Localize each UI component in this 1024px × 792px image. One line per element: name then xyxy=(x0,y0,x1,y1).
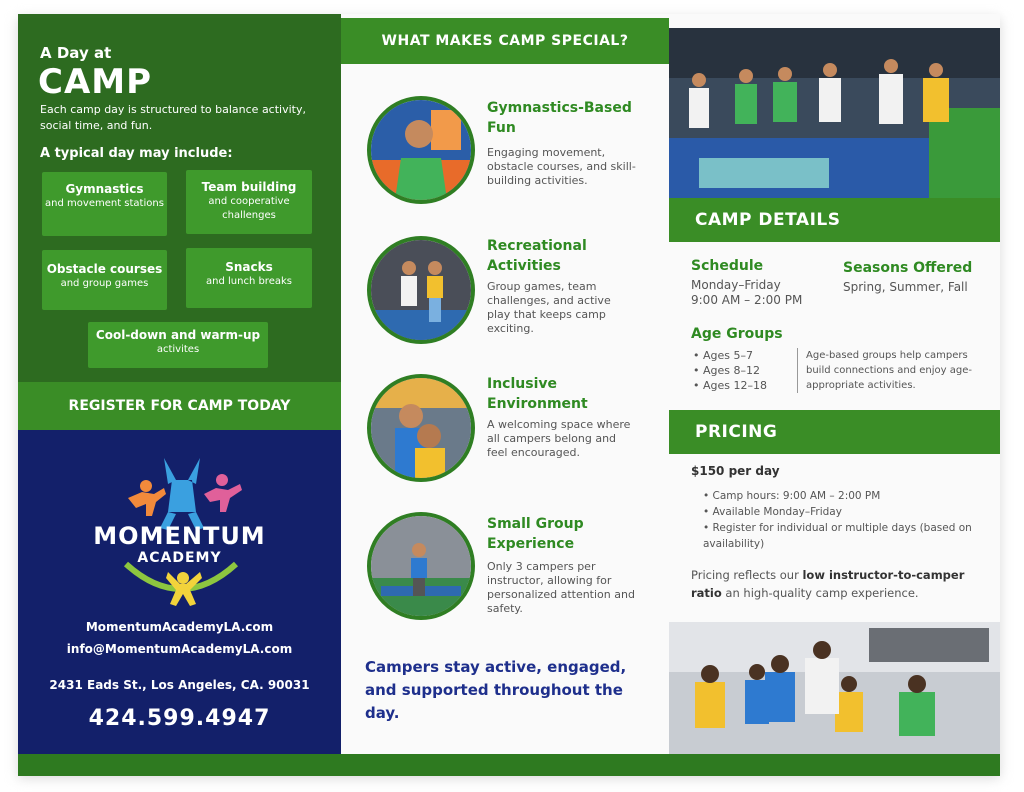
activity-title: Obstacle courses xyxy=(46,262,163,276)
feature-title-line: Gymnastics-Based xyxy=(487,100,632,116)
pricing-note-text: an high-quality camp experience. xyxy=(721,586,919,600)
price-item: • Available Monday–Friday xyxy=(703,504,983,520)
feature-title xyxy=(487,236,657,276)
camp-details-header: CAMP DETAILS xyxy=(669,198,1000,242)
special-header: WHAT MAKES CAMP SPECIAL? xyxy=(341,18,669,64)
feature-photo-recreational xyxy=(367,236,475,344)
feature-title-line: Recreational xyxy=(487,238,587,254)
age-item-text: Ages 12–18 xyxy=(703,379,767,392)
feature-photo-small-group xyxy=(367,512,475,620)
activity-box xyxy=(88,322,268,368)
phone-number[interactable]: 424.599.4947 xyxy=(88,706,271,731)
feature-title xyxy=(487,374,657,414)
age-item: • Ages 8–12 xyxy=(693,364,760,377)
age-groups-label: Age Groups xyxy=(691,326,783,342)
pricing-note xyxy=(691,566,987,602)
register-banner[interactable]: REGISTER FOR CAMP TODAY xyxy=(18,382,341,430)
feature-title-line: Activities xyxy=(487,258,561,274)
activity-sub: and cooperative challenges xyxy=(208,196,290,221)
activity-box xyxy=(42,250,167,310)
photo-image xyxy=(371,378,471,478)
activity-title: Cool-down and warm-up xyxy=(95,328,261,342)
seasons-value: Spring, Summer, Fall xyxy=(843,280,968,294)
kids-photo-bottom xyxy=(669,622,1000,754)
activity-box xyxy=(186,170,312,234)
activity-box xyxy=(186,248,312,308)
price-item: • Register for individual or multiple days (based on availability) xyxy=(703,520,983,552)
logo-sub: ACADEMY xyxy=(137,550,222,566)
feature-body: A welcoming space where all campers belong and feel encouraged. xyxy=(487,418,631,459)
feature-title-line: Fun xyxy=(487,120,516,136)
age-item: • Ages 12–18 xyxy=(693,379,767,392)
age-item-text: Ages 8–12 xyxy=(703,364,760,377)
panel-day-at-camp xyxy=(18,14,341,776)
feature-title-line: Environment xyxy=(487,396,588,412)
price-per-day: $150 per day xyxy=(691,464,780,478)
website-link[interactable]: MomentumAcademyLA.com xyxy=(85,620,274,634)
activity-title: Team building xyxy=(201,180,297,194)
photo-image xyxy=(371,240,471,340)
age-list xyxy=(693,348,767,393)
feature-title-line: Experience xyxy=(487,536,575,552)
feature-body: Group games, team challenges, and active play that keeps camp exciting. xyxy=(487,280,611,335)
pricing-header: PRICING xyxy=(669,410,1000,454)
photo-image xyxy=(669,622,1000,754)
section-title: CAMP xyxy=(38,62,153,102)
email-link[interactable]: info@MomentumAcademyLA.com xyxy=(66,642,293,656)
schedule-label: Schedule xyxy=(691,258,764,274)
typical-day-heading: A typical day may include: xyxy=(40,146,233,161)
intro-text: Each camp day is structured to balance activity, social time, and fun. xyxy=(40,103,306,132)
price-item: • Camp hours: 9:00 AM – 2:00 PM xyxy=(703,488,983,504)
pricing-note-text: Pricing reflects our xyxy=(691,568,803,582)
seasons-label: Seasons Offered xyxy=(843,260,973,276)
pricing-note-bold: low instructor-to-camper ratio xyxy=(691,568,965,600)
feature-photo-inclusive xyxy=(367,374,475,482)
activity-sub: and lunch breaks xyxy=(206,276,292,287)
feature-title-line: Small Group xyxy=(487,516,584,532)
section-eyebrow: A Day at xyxy=(40,44,112,62)
feature-title xyxy=(487,514,657,554)
age-note: Age-based groups help campers build connections and enjoy age-appropriate activities. xyxy=(797,348,987,393)
activity-box xyxy=(42,172,167,236)
activity-title: Gymnastics xyxy=(65,182,144,196)
closing-statement: Campers stay active, engaged, and supported throughout the day. xyxy=(365,658,627,722)
age-item: • Ages 5–7 xyxy=(693,349,753,362)
gym-photo-top xyxy=(669,28,1000,198)
feature-body: Only 3 campers per instructor, allowing for personalized attention and safety. xyxy=(487,560,635,615)
activity-sub: activites xyxy=(156,344,200,355)
price-list xyxy=(703,488,983,552)
feature-title xyxy=(487,98,657,138)
logo-name: MOMENTUM xyxy=(93,522,266,550)
feature-body: Engaging movement, obstacle courses, and skill-building activities. xyxy=(487,146,636,187)
schedule-days: Monday–Friday xyxy=(691,278,781,292)
feature-title-line: Inclusive xyxy=(487,376,557,392)
feature-photo-gymnastics xyxy=(367,96,475,204)
activity-title: Snacks xyxy=(225,260,273,274)
activity-sub: and movement stations xyxy=(45,198,164,209)
address-text: 2431 Eads St., Los Angeles, CA. 90031 xyxy=(49,678,310,692)
schedule-hours: 9:00 AM – 2:00 PM xyxy=(691,293,803,307)
panel-what-makes-camp-special xyxy=(341,14,669,776)
activity-sub: and group games xyxy=(60,278,149,289)
photo-image xyxy=(371,100,471,200)
panel-camp-details xyxy=(669,14,1000,776)
footer-band xyxy=(18,754,1000,776)
photo-image xyxy=(371,516,471,616)
photo-image xyxy=(669,28,1000,198)
age-item-text: Ages 5–7 xyxy=(703,349,753,362)
brochure xyxy=(18,14,1000,776)
